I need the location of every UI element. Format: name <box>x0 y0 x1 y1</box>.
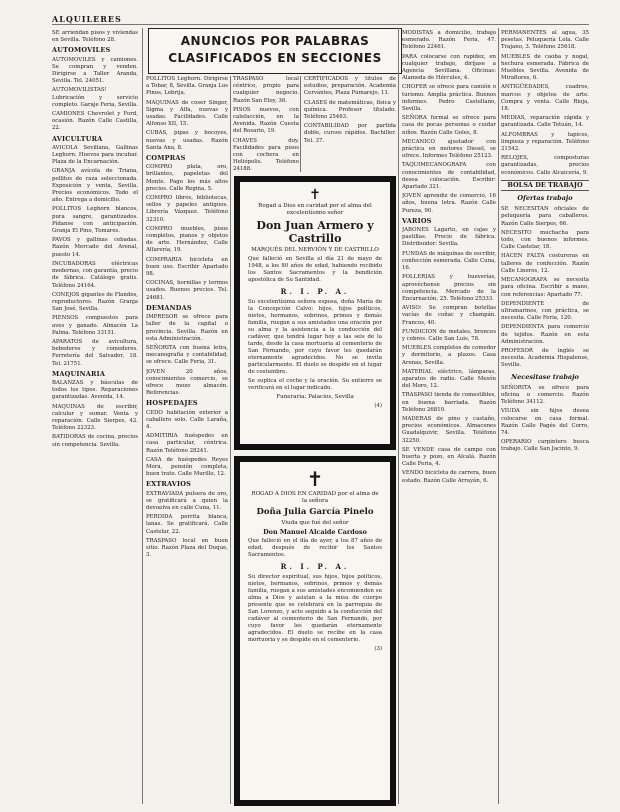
obituary-detail: Que falleció en el día de ayer, a los 87 años de edad, después de recibir los Santos Sacramentos. <box>248 538 382 558</box>
ad-item: CERTIFICADOS y títulos de estudios, preparación. Academia Cervantes, Plaza Pumarejo, 11. <box>304 76 396 97</box>
obituary-name: Don Juan Armero y Castrillo <box>256 219 374 245</box>
ad-item: CAMIONES Chevrolet y Ford, ocasión. Razón Calle Castilla, 22. <box>52 111 138 132</box>
ad-item: DEPENDIENTE de ultramarinos, con práctica, se necesita. Calle Feria, 120. <box>501 300 589 322</box>
section-heading: EXTRAVIOS <box>146 480 192 489</box>
obituary-title: MARQUÉS DEL NERVIÓN Y DE CASTRILLO <box>251 247 379 253</box>
ad-item: CUBAS, pipas y bocoyes, nuevas y usadas. Razón Santa Ana, 8. <box>146 130 228 151</box>
ad-item: MUEBLES completos de comedor y dormitorio, a plazos. Casa Arenas, Sevilla. <box>402 345 496 366</box>
ad-item: NECESITO muchacha para todo, con buenos informes. Calle Castelar, 18. <box>501 229 589 251</box>
ad-item: COMPRARIA bicicleta en buen uso. Escribir Apartado 98. <box>146 256 228 278</box>
ad-item: MEDIAS, reparación rápida y garantizada. Calle Tetuán, 14. <box>501 115 589 129</box>
obituary-number: (3) <box>374 646 382 652</box>
column-4 <box>402 30 496 800</box>
section-heading: DEMANDAS <box>146 303 192 312</box>
obituary-body: Su director espiritual, sus hijos, hijos políticos, nietos, hermanos, sobrinos, primos y demás familia, ruegan a sus amistades encomienden su alma a Dios y asistan a la misa de cuerpo presente que se celebrará en la parroquia de San Lorenzo, y acto seguido a la conducción del cadáver al cementerio de San Fernando, por cuyo favor les quedarán eternamente agradecidos. El duelo se recibe en la casa mortuoria y se despide en el cementerio. <box>248 574 382 643</box>
ad-item: AVISO: Se compran botellas vacías de coñac y champán. Francos, 40. <box>402 305 496 326</box>
cross-icon: ✝ <box>306 467 324 491</box>
ad-item: PERDIDA perrita blanca, lanas. Se gratificará. Calle Castelar, 22. <box>146 514 228 535</box>
ad-item: COMPRO plata, oro, brillantes, papeletas del Monte. Pago los más altos precios. Calle Regina, 5. <box>146 164 228 192</box>
ad-item: MAQUINAS de coser Singer, Sigma y Alfa, nuevas y usadas. Facilidades. Calle Alfonso XII, 15. <box>146 99 228 128</box>
ad-item: PARA colocarse con rapidez, en cualquier trabajo, diríjase a Agencia Sevillana. Oficinas: Alameda de Hércules, 4. <box>402 53 496 82</box>
ad-item: APARATOS de avicultura, bebederos y comederos. Ferretería del Salvador, 18. Tel. 21751. <box>52 338 138 367</box>
ad-item: PISOS nuevos, con calefacción, en la Avenida. Razón Cuesta del Rosario, 19. <box>233 106 299 135</box>
section-heading: MAQUINARIA <box>52 369 106 378</box>
column-5 <box>501 30 589 800</box>
obituary-closing: Se suplica el coche y la oración. Su entierro se verificará en el lugar indicado. <box>248 378 382 391</box>
obituary-intro: Rogad a Dios en caridad por el alma del excelentísimo señor <box>258 203 372 216</box>
obituary-intro: ROGAD A DIOS EN CARIDAD por el alma de la señora <box>251 491 379 504</box>
column-rule <box>230 76 231 804</box>
section-heading: COMPRAS <box>146 154 186 163</box>
section-heading: AVICULTURA <box>52 134 103 143</box>
ad-item: FUNDICION de metales, bronces y cobres. Calle San Luis, 78. <box>402 328 496 342</box>
obituary-notice <box>234 456 396 806</box>
ad-item: ANTIGÜEDADES, cuadros, marcos y objetos de arte. Compra y venta. Calle Rioja, 18. <box>501 84 589 113</box>
ad-item: POLLITOS Leghorn. Dirigirse a Tobar, 8, Sevilla. Granja Los Pinos, Lebrija. <box>146 76 228 97</box>
column-3-left <box>233 76 299 174</box>
ad-item: TRASPASO tienda de comestibles, en buena barriada. Razón Teléfono 26810. <box>402 392 496 413</box>
column-1 <box>52 30 138 800</box>
ad-item: SEÑORA formal se ofrece para casa de pocas personas o cuidar niños. Razón Calle Goles, 8. <box>402 115 496 136</box>
ad-item: SE arriendan pisos y viviendas en Sevilla. Teléfono 28. <box>52 30 138 44</box>
section-heading: Necesitase trabajo <box>511 372 579 381</box>
ad-item: JOVEN 20 años, conocimientos comercio, se ofrece mozo almacén. Referencias. <box>146 368 228 397</box>
ad-item: FUNDAS de máquinas de escribir, confección esmerada. Calle Cuna, 16. <box>402 250 496 272</box>
ad-item: MECANICO ajustador con práctica en motores Diesel, se ofrece. Informes Teléfono 25123. <box>402 138 496 160</box>
ad-item: AUTOMOVILES y camiones. Se compran y venden. Dirigirse a Taller Aranda, Sevilla. Tel. 24051. <box>52 56 138 85</box>
ad-item: CEDO habitación exterior a caballero solo. Calle Laraña, 4. <box>146 409 228 430</box>
ad-item: AVICOLA Sevillana, Gallinas Leghorn. Huevos para incubar. Plaza de la Encarnación. <box>52 144 138 166</box>
section-heading: VARIOS <box>402 216 432 225</box>
ad-item: HACEN FALTA costureras en talleres de confección. Razón Calle Lineros, 12. <box>501 253 589 274</box>
banner-line-2: CLASIFICADOS EN SECCIONES <box>168 51 382 65</box>
ad-item: RELOJES, composturas garantizadas, precios económicos. Calle Alcaicería, 9. <box>501 155 589 176</box>
ad-item: BALANZAS y básculas de todos los tipos. Reparaciones garantizadas. Avenida, 14. <box>52 379 138 401</box>
ad-item: GRANJA avícola de Triana, pollitos de raza seleccionada. Exposición y venta, Sevilla. Precios económicos. Todo el año. Entrega a domicilio. <box>52 168 138 204</box>
ad-item: PAVOS y gallinas cebadas. Razón Mercado del Arenal, puesto 14. <box>52 237 138 258</box>
obituary-detail: Que falleció en Sevilla el día 21 de mayo de 1948, a los 80 años de edad, habiendo recibido los Santos Sacramentos y la bendición apostólica de Su Santidad. <box>248 256 382 283</box>
obituary-rip: R. I. P. A. <box>280 287 350 296</box>
obituary-widow: Viuda que fué del señor <box>281 520 349 526</box>
column-2 <box>146 76 228 800</box>
obituary-body: Su excelentísima señora esposa, doña María de la Concepción Calvo; hijos, hijos políticos, nietos, hermanos, sobrinos, primos y demás familia, ruegan a sus amistades una oración por su alma y la asistencia a la conducción del cadáver, que tendrá lugar hoy a las seis de la tarde, desde la casa mortuoria al cementerio de San Fernando, por cuyo favor les quedarán eternamente agradecidos. No se invita particularmente. El duelo se despide en el lugar de costumbre. <box>248 299 382 375</box>
ad-item: MUEBLES de caoba y nogal, hechura esmerada. Fábrica de Muebles Sevilla. Avenida de Miraflores, 6. <box>501 53 589 82</box>
section-header-alquileres: ALQUILERES <box>52 14 122 24</box>
ad-item: CLASES de matemáticas, física y química. Profesor titulado. Teléfono 25463. <box>304 99 396 121</box>
ad-item: CHOFER se ofrece para camión o turismo. Amplia práctica. Buenos informes. Pedro Castellano, Sevilla. <box>402 84 496 113</box>
section-heading: Ofertas trabajo <box>517 194 573 203</box>
ad-item: TRASPASO local céntrico, propio para cualquier negocio. Razón San Eloy, 36. <box>233 76 299 104</box>
ad-item: JABONES Lagarto, en cajas y pastillas. Precio de fábrica. Distribuidor: Sevilla. <box>402 227 496 248</box>
obituary-name: Doña Julia García Pinelo <box>256 507 374 517</box>
ad-item: INCUBADORAS eléctricas modernas, con garantía, precio de fábrica. Catálogo gratis. Teléfono 24164. <box>52 260 138 289</box>
ad-item: POLLERIAS y hueverías, aprovéchense precios sin competencia. Mercado de la Encarnación, 25. Teléfono 25333. <box>402 274 496 302</box>
section-heading: HOSPEDAJES <box>146 399 198 408</box>
ad-item: PIENSOS compuestos para aves y ganado. Almacén La Palma. Teléfono 33151. <box>52 315 138 336</box>
ad-item: JOVEN aprendiz de comercio, 16 años, buena letra. Razón Calle Pureza, 90. <box>402 193 496 214</box>
ad-item: BATIDORAS de cocina, precios sin competencia. Sevilla. <box>52 434 138 448</box>
ad-item: COCINAS, hornillas y termos usados. Buenos precios. Tel. 24681. <box>146 280 228 301</box>
ad-item: ADMITIRIA huéspedes en casa particular, céntrica. Razón Teléfono 28241. <box>146 433 228 454</box>
column-rule <box>498 28 499 804</box>
ad-item: SE NECESITAN oficiales de peluquería para caballeros. Razón Calle Sierpes, 66. <box>501 206 589 227</box>
ad-item: COMPRO muebles, pisos completos, pianos y objetos de arte. Hernández, Calle Alfarería, 19. <box>146 225 228 254</box>
column-3-right <box>304 76 396 174</box>
banner-line-1: ANUNCIOS POR PALABRAS <box>180 34 370 48</box>
ad-item: IMPRESOR se ofrece para taller de la capital o provincia. Sevilla. Razón en esta Administración. <box>146 314 228 342</box>
ad-item: MATERIAL eléctrico, lámparas, aparatos de radio. Calle Mesón del Moro, 12. <box>402 368 496 390</box>
ad-item: MAQUINAS de escribir, calcular y sumar. Venta y reparación. Calle Sierpes, 42. Teléfono 22323. <box>52 403 138 432</box>
cross-icon: ✝ <box>309 187 321 203</box>
obituary-rip: R. I. P. A. <box>280 562 350 571</box>
ad-item: COMPRO libros, bibliotecas, sellos y papeles antiguos. Librería Vázquez. Teléfono 32310. <box>146 195 228 223</box>
column-rule <box>142 28 143 804</box>
obituary-number: (4) <box>374 403 382 409</box>
column-rule <box>300 76 301 172</box>
ad-item: EXTRAVIADA pulsera de oro, se gratificará a quien la devuelva en calle Cuna, 11. <box>146 490 228 511</box>
ad-item: AUTOMOVILISTAS! Lubricación y servicio completo. Garaje Feria, Sevilla. <box>52 87 138 108</box>
ad-item: VENDO bicicleta de carrera, buen estado. Razón Calle Arrayán, 6. <box>402 470 496 484</box>
ad-item: CHAVES doy. Facilidades para pisos con cochera en Heliópolis. Teléfono 24188. <box>233 137 299 173</box>
ad-item: SEÑORITA se ofrece para oficina o comercio. Razón Teléfono 34112. <box>501 384 589 406</box>
classified-banner <box>148 28 402 74</box>
ad-item: PERMANENTES al agua, 35 pesetas. Peluquería Lola. Calle Trajano, 3. Teléfono 25618. <box>501 30 589 51</box>
ad-item: VIUDA sin hijos desea colocarse en casa formal. Razón Calle Pagés del Corro, 74. <box>501 408 589 436</box>
ad-item: MODISTAS a domicilio, trabajo esmerado. Razón Feria, 47. Teléfono 22461. <box>402 30 496 51</box>
ad-item: SEÑORITA con buena letra, mecanografía y contabilidad, se ofrece. Calle Feria, 31. <box>146 344 228 366</box>
ad-item: TRASPASO local en buen sitio. Razón Plaza del Duque, 3. <box>146 537 228 559</box>
ad-item: CONEJOS gigantes de Flandes, reproductores. Razón Granja San José, Sevilla. <box>52 291 138 313</box>
ad-item: MECANOGRAFA se necesita para oficina. Escribir a mano, con referencias: Apartado 77. <box>501 277 589 298</box>
section-heading: AUTOMOVILES <box>52 46 111 55</box>
ad-item: ALFOMBRAS y tapices, limpieza y reparación. Teléfono 21542. <box>501 131 589 153</box>
ad-item: POLLITOS Leghorn blancos, pura sangre, garantizados. Pídanse con anticipación. Granja El Pino, Tomares. <box>52 206 138 235</box>
ad-item: TAQUIMECANOGRAFA con conocimientos de contabilidad, desea colocación. Escribir: Apartado 321. <box>402 162 496 191</box>
obituary-funeral: Funeraria: Palacios, Sevilla <box>276 394 354 400</box>
ad-item: CONTABILIDAD por partida doble, cursos rápidos. Bachiller. Tel. 37. <box>304 123 396 144</box>
ad-item: OPERARIO carpintero busca trabajo. Calle San Jacinto, 9. <box>501 439 589 453</box>
obituary-husband: Don Manuel Alcaide Cardoso <box>263 528 367 536</box>
ad-item: MADERAS de pino y castaño, precios económicos. Almacenes Guadalquivir, Sevilla. Teléfono 32250. <box>402 415 496 444</box>
ad-item: DEPENDIENTA para comercio de tejidos. Razón en esta Administración. <box>501 324 589 345</box>
obituary-notice <box>234 176 396 450</box>
ad-item: PROFESOR de inglés se necesita. Academia Hispalense, Sevilla. <box>501 347 589 369</box>
ad-item: SE VENDE casa de campo con huerta y pozo, en Alcalá. Razón Calle Feria, 4. <box>402 446 496 468</box>
section-heading: BOLSA DE TRABAJO <box>501 180 589 191</box>
ad-item: CASA de huéspedes Reyes Mora, pensión completa, buen trato. Calle Murillo, 12. <box>146 456 228 478</box>
column-rule <box>398 28 399 804</box>
hline-top <box>52 24 589 25</box>
